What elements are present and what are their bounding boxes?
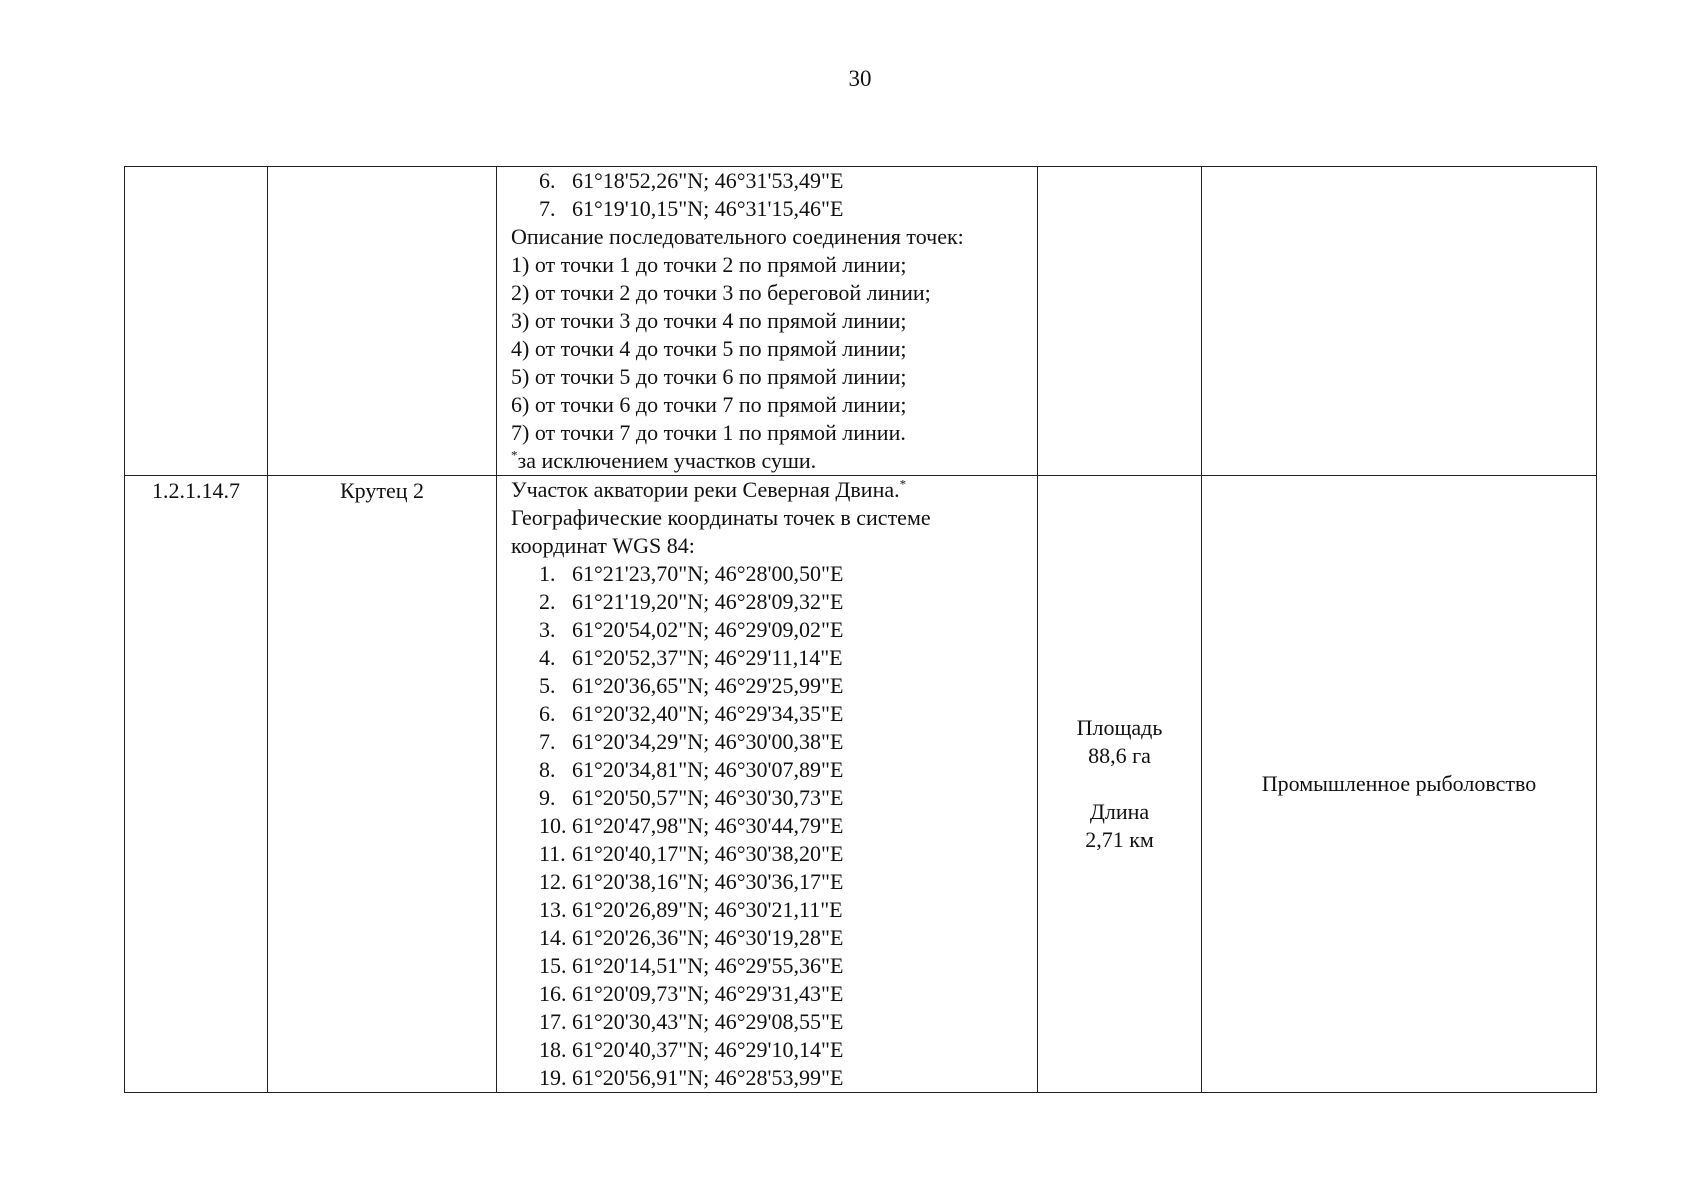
coordinate-item: 18. 61°20'40,37"N; 46°29'10,14"E xyxy=(539,1037,844,1062)
fishing-areas-table xyxy=(124,166,1597,1093)
length-label: Длина xyxy=(1089,799,1150,824)
coordinate-item: 10. 61°20'47,98"N; 46°30'44,79"E xyxy=(539,813,844,838)
footnote-mark: * xyxy=(899,476,907,492)
geo-system-text: Географические координаты точек в системе xyxy=(511,505,931,530)
area-purpose-cell: Промышленное рыболовство xyxy=(1202,476,1597,1093)
connection-item: 7) от точки 7 до точки 1 по прямой линии. xyxy=(511,420,906,445)
table-row xyxy=(125,167,1597,476)
connection-item: 4) от точки 4 до точки 5 по прямой линии; xyxy=(511,336,907,361)
coordinate-item: 5. 61°20'36,65"N; 46°29'25,99"E xyxy=(539,673,844,698)
coordinate-item: 4. 61°20'52,37"N; 46°29'11,14"E xyxy=(539,645,843,670)
coordinate-item: 12. 61°20'38,16"N; 46°30'36,17"E xyxy=(539,869,844,894)
connection-item: 3) от точки 3 до точки 4 по прямой линии; xyxy=(511,308,907,333)
table-row xyxy=(125,476,1597,1093)
area-params-cell xyxy=(1038,167,1202,476)
connection-item: 1) от точки 1 до точки 2 по прямой линии; xyxy=(511,252,907,277)
connection-item: 5) от точки 5 до точки 6 по прямой линии; xyxy=(511,364,907,389)
area-intro: Участок акватории реки Северная Двина.* xyxy=(511,476,907,502)
page-number: 30 xyxy=(848,66,872,91)
coordinate-item: 14. 61°20'26,36"N; 46°30'19,28"E xyxy=(539,925,844,950)
connection-title: Описание последовательного соединения точек: xyxy=(511,224,964,249)
coordinate-item: 2. 61°21'19,20"N; 46°28'09,32"E xyxy=(539,589,844,614)
coordinate-item: 9. 61°20'50,57"N; 46°30'30,73"E xyxy=(539,785,844,810)
coordinate-item: 17. 61°20'30,43"N; 46°29'08,55"E xyxy=(539,1009,844,1034)
coordinate-item: 16. 61°20'09,73"N; 46°29'31,43"E xyxy=(539,981,844,1006)
area-name-cell: Крутец 2 xyxy=(268,476,497,1093)
coordinate-item: 6. 61°20'32,40"N; 46°29'34,35"E xyxy=(539,701,844,726)
area-params-cell xyxy=(1038,476,1202,1093)
area-label: Площадь xyxy=(1076,715,1163,740)
footnote-mark: * xyxy=(511,447,518,463)
coordinate-list xyxy=(511,560,1033,1092)
coordinate-item: 6. 61°18'52,26"N; 46°31'53,49"E xyxy=(539,168,844,193)
area-description-cell xyxy=(497,476,1038,1093)
connection-item: 2) от точки 2 до точки 3 по береговой линии; xyxy=(511,280,931,305)
coordinate-item: 13. 61°20'26,89"N; 46°30'21,11"E xyxy=(539,897,843,922)
area-name-cell xyxy=(268,167,497,476)
area-description-cell xyxy=(497,167,1038,476)
area-value: 88,6 га xyxy=(1088,743,1151,768)
coordinate-item: 11. 61°20'40,17"N; 46°30'38,20"E xyxy=(539,841,844,866)
connection-item: 6) от точки 6 до точки 7 по прямой линии; xyxy=(511,392,907,417)
geo-system-text: координат WGS 84: xyxy=(511,533,695,558)
coordinate-item: 7. 61°20'34,29"N; 46°30'00,38"E xyxy=(539,729,844,754)
coordinate-item: 15. 61°20'14,51"N; 46°29'55,36"E xyxy=(539,953,844,978)
area-number-cell: 1.2.1.14.7 xyxy=(125,476,268,1093)
coordinate-item: 7. 61°19'10,15"N; 46°31'15,46"E xyxy=(539,196,844,221)
length-value: 2,71 км xyxy=(1085,827,1154,852)
coordinate-item: 19. 61°20'56,91"N; 46°28'53,99"E xyxy=(539,1065,844,1090)
area-number-cell xyxy=(125,167,268,476)
area-purpose-cell xyxy=(1202,167,1597,476)
coordinate-item: 8. 61°20'34,81"N; 46°30'07,89"E xyxy=(539,757,844,782)
footnote: *за исключением участков суши. xyxy=(511,447,817,473)
coordinate-item: 1. 61°21'23,70"N; 46°28'00,50"E xyxy=(539,561,844,586)
coordinate-item: 3. 61°20'54,02"N; 46°29'09,02"E xyxy=(539,617,844,642)
